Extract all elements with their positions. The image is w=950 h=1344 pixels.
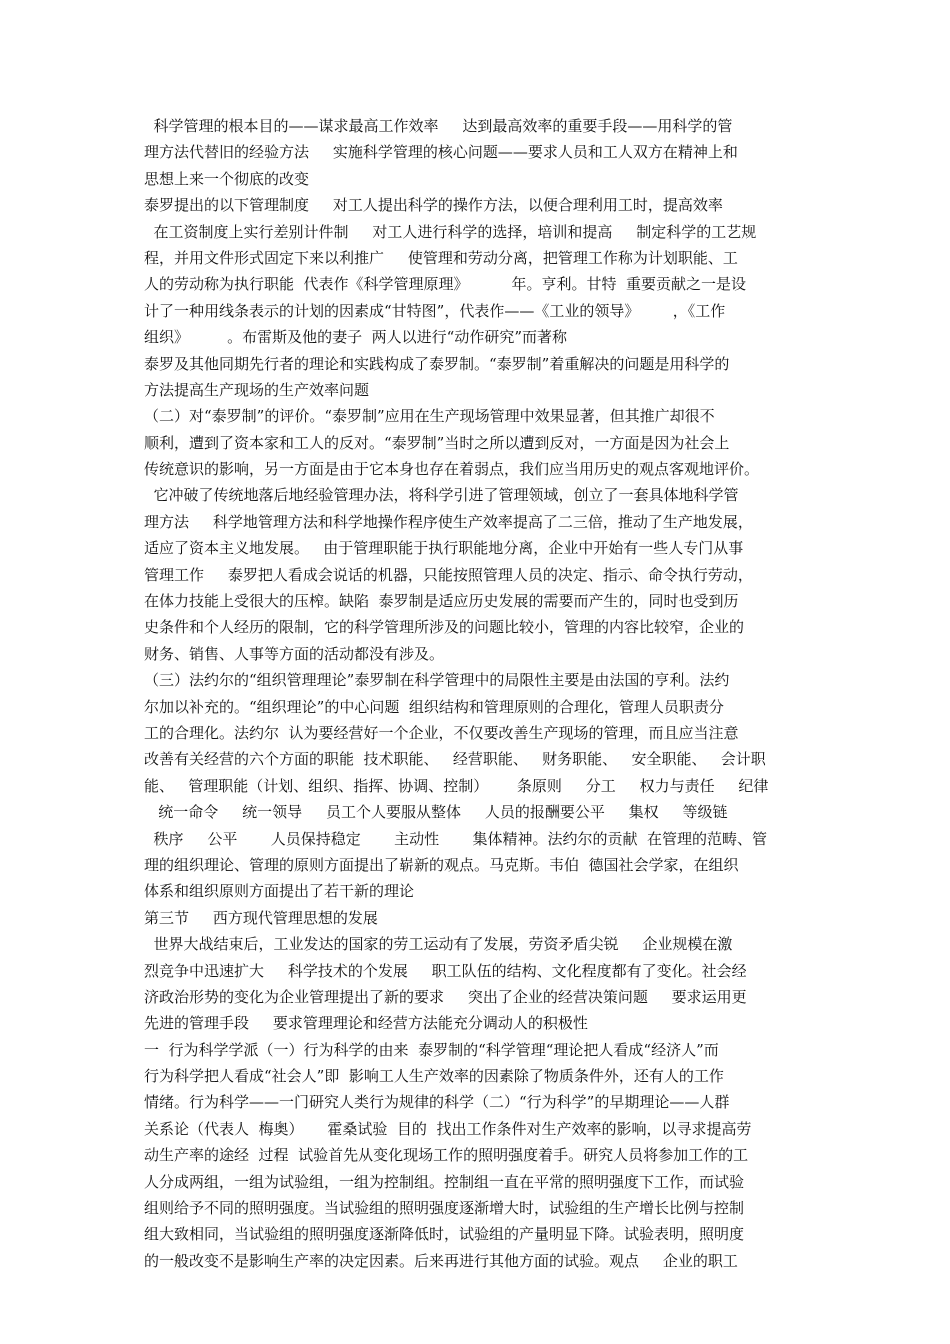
text-line: 泰罗提出的以下管理制度 对工人提出科学的操作方法，以便合理利用工时，提高效率 — [144, 196, 723, 215]
text-line: 行为科学把人看成“社会人”即 影响工人生产效率的因素除了物质条件外，还有人的工作 — [144, 1067, 724, 1086]
text-line: 财务、销售、人事等方面的活动都没有涉及。 — [144, 644, 445, 663]
text-line: 秩序 公平 人员保持稳定 主动性 集体精神。法约尔的贡献 在管理的范畴、管 — [144, 829, 768, 848]
text-line: 关系论（代表人 梅奥） 霍桑试验 目的 找出工作条件对生产效率的影响，以寻求提高劳 — [144, 1119, 752, 1138]
text-line: （三）法约尔的“组织管理理论”泰罗制在科学管理中的局限性主要是由法国的亨利。法约 — [144, 671, 730, 690]
text-line: 理方法 科学地管理方法和科学地操作程序使生产效率提高了二三倍，推动了生产地发展， — [144, 512, 753, 531]
text-line: 科学管理的根本目的——谋求最高工作效率 达到最高效率的重要手段——用科学的管 — [144, 117, 733, 135]
text-line: 理方法代替旧的经验方法 实施科学管理的核心问题——要求人员和工人双方在精神上和 — [144, 143, 738, 162]
text-line: 组大致相同，当试验组的照明强度逐渐降低时，试验组的产量明显下降。试验表明，照明度 — [144, 1225, 745, 1244]
text-line: 工的合理化。法约尔 认为要经营好一个企业，不仅要改善生产现场的管理，而且应当注意 — [144, 723, 739, 742]
text-line: 史条件和个人经历的限制，它的科学管理所涉及的问题比较小，管理的内容比较窄，企业的 — [144, 618, 745, 637]
text-line: 尔加以补充的。“组织理论”的中心问题 组织结构和管理原则的合理化，管理人员职责分 — [144, 697, 724, 716]
text-line: （二）对“泰罗制”的评价。“泰罗制”应用在生产现场管理中效果显著，但其推广却很不 — [144, 407, 715, 426]
text-line: 体系和组织原则方面提出了若干新的理论 — [144, 882, 415, 901]
text-line: 人分成两组，一组为试验组，一组为控制组。控制组一直在平常的照明强度下工作，而试验 — [144, 1172, 745, 1191]
text-line: 组则给予不同的照明强度。当试验组的照明强度逐渐增大时，试验组的生产增长比例与控制 — [144, 1199, 745, 1218]
text-line: 适应了资本主义地发展。 由于管理职能于执行职能地分离，企业中开始有一些人专门从事 — [144, 539, 744, 558]
text-line: 情绪。行为科学——一门研究人类行为规律的科学（二）“行为科学”的早期理论——人群 — [144, 1093, 730, 1112]
text-line: 程，并用文件形式固定下来以利推广 使管理和劳动分离，把管理工作称为计划职能、工 — [144, 248, 738, 267]
text-line: 一 行为科学学派（一）行为科学的由来 泰罗制的“科学管理“理论把人看成“经济人”而 — [144, 1040, 719, 1059]
text-line: 理的组织理论、管理的原则方面提出了崭新的观点。马克斯。韦伯 德国社会学家，在组织 — [144, 855, 739, 874]
text-line: 世界大战结束后，工业发达的国家的劳工运动有了发展，劳资矛盾尖锐 企业规模在激 — [144, 935, 733, 954]
text-line: 传统意识的影响，另一方面是由于它本身也存在着弱点，我们应当用历史的观点客观地评价。 — [144, 460, 760, 479]
text-line: 方法提高生产现场的生产效率问题 — [144, 380, 370, 399]
text-line: 管理工作 泰罗把人看成会说话的机器，只能按照管理人员的决定、指示、命令执行劳动， — [144, 565, 753, 584]
section-heading: 第三节 西方现代管理思想的发展 — [144, 908, 378, 927]
document-body — [144, 113, 807, 1301]
text-line: 能、 管理职能（计划、组织、指挥、协调、控制） 条原则 分工 权力与责任 纪律 — [144, 776, 769, 795]
text-line: 在体力技能上受很大的压榨。缺陷 泰罗制是适应历史发展的需要而产生的，同时也受到历 — [144, 592, 739, 611]
text-line: 计了一种用线条表示的计划的因素成“甘特图”，代表作——《工业的领导》 ，《工作 — [144, 301, 726, 320]
text-line — [144, 1274, 807, 1300]
text-line: 顺利，遭到了资本家和工人的反对。“泰罗制”当时之所以遭到反对，一方面是因为社会上 — [144, 433, 730, 452]
text-line: 泰罗及其他同期先行者的理论和实践构成了泰罗制。“泰罗制”着重解决的问题是用科学的 — [144, 354, 730, 373]
text-line: 在工资制度上实行差别计件制 对工人进行科学的选择，培训和提高 制定科学的工艺规 — [144, 222, 757, 241]
text-line: 先进的管理手段 要求管理理论和经营方法能充分调动人的积极性 — [144, 1014, 588, 1033]
text-line: 的一般改变不是影响生产率的决定因素。后来再进行其他方面的试验。观点 企业的职工 — [144, 1251, 738, 1270]
text-line: 它冲破了传统地落后地经验管理办法，将科学引进了管理领域，创立了一套具体地科学管 — [144, 486, 739, 505]
text-line: 组织》 。布雷斯及他的妻子 两人以进行“动作研究”而著称 — [144, 328, 568, 347]
text-line: 济政治形势的变化为企业管理提出了新的要求 突出了企业的经营决策问题 要求运用更 — [144, 987, 747, 1006]
text-line: 人的劳动称为执行职能 代表作《科学管理原理》 年。亨利。甘特 重要贡献之一是设 — [144, 275, 746, 294]
text-line: 动生产率的途经 过程 试验首先从变化现场工作的照明强度着手。研究人员将参加工作的工 — [144, 1146, 749, 1165]
text-line: 统一命令 统一领导 员工个人要服从整体 人员的报酬要公平 集权 等级链 — [144, 803, 728, 822]
text-line: 改善有关经营的六个方面的职能 技术职能、 经营职能、 财务职能、 安全职能、 会计职 — [144, 750, 766, 769]
text-line: 思想上来一个彻底的改变 — [144, 169, 310, 188]
text-line: 烈竞争中迅速扩大 科学技术的个发展 职工队伍的结构、文化程度都有了变化。社会经 — [144, 961, 747, 980]
